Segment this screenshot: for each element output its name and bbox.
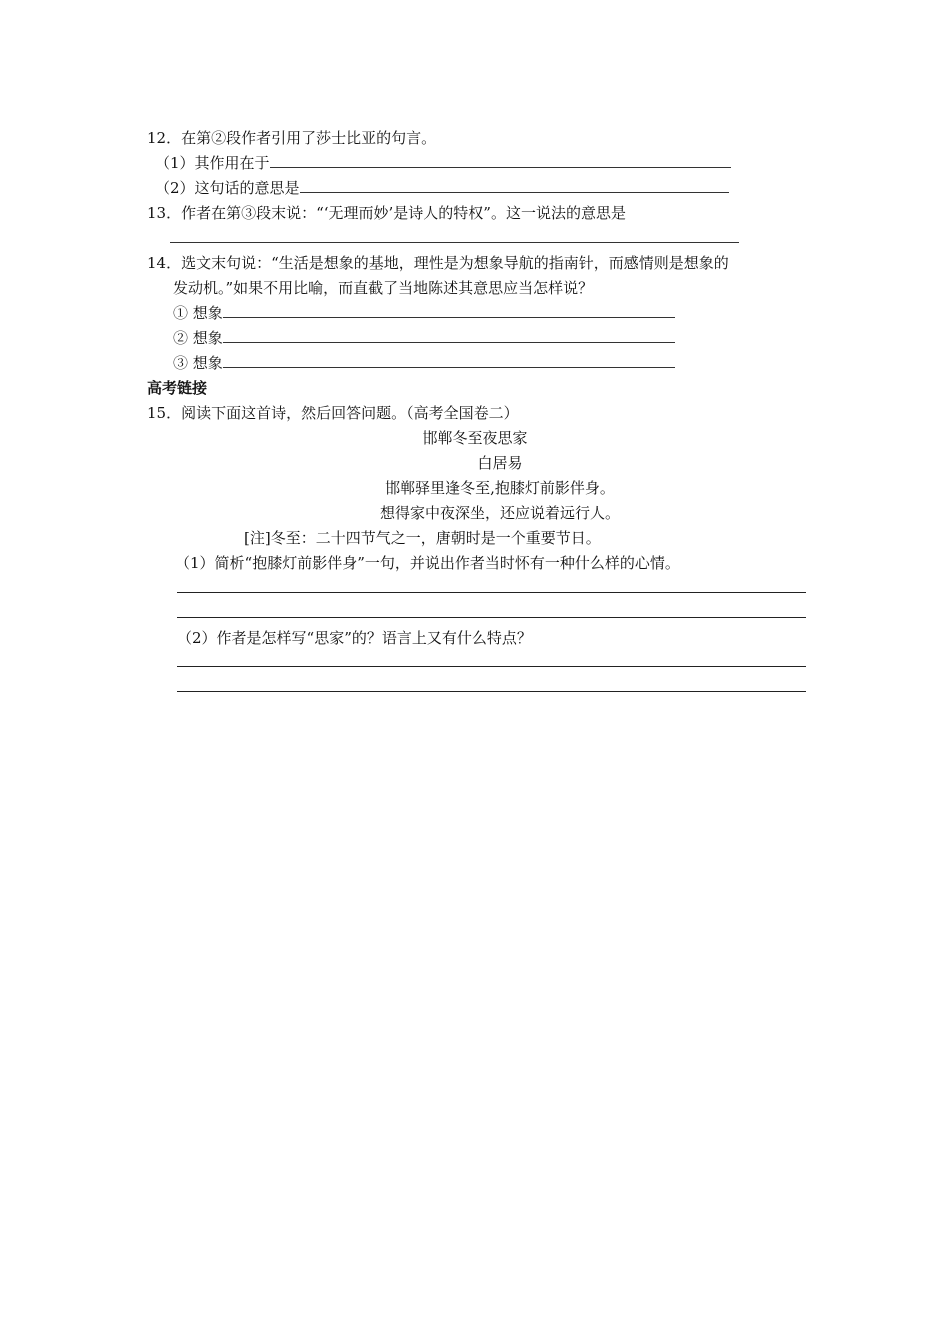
section-heading — [147, 378, 207, 398]
question-14-item-2-label: ② 想象 — [173, 329, 223, 347]
answer-blank[interactable] — [223, 353, 675, 368]
question-14-text-2: 发动机。”如果不用比喻，而直截了当地陈述其意思应当怎样说？ — [173, 279, 594, 297]
question-15-sub1-text: （1）简析“抱膝灯前影伴身”一句，并说出作者当时怀有一种什么样的心情。 — [175, 554, 680, 572]
question-15-stem — [147, 403, 519, 423]
question-12-sub2 — [155, 178, 729, 198]
answer-blank[interactable] — [270, 153, 731, 168]
question-15-sub1 — [175, 553, 680, 573]
question-15-text: 15．阅读下面这首诗，然后回答问题。（高考全国卷二） — [147, 404, 519, 422]
answer-blank[interactable] — [223, 328, 675, 343]
question-14-item-1-label: ① 想象 — [173, 304, 223, 322]
question-15-sub2-text: （2）作者是怎样写“思家”的？语言上又有什么特点？ — [177, 629, 532, 647]
answer-blank[interactable] — [170, 228, 739, 243]
section-heading-text: 高考链接 — [147, 379, 208, 397]
question-15-sub2 — [177, 628, 532, 648]
answer-line[interactable] — [177, 666, 806, 667]
question-12-text: 12．在第②段作者引用了莎士比亚的句言。 — [147, 129, 437, 147]
question-14-item-3 — [173, 353, 675, 373]
question-13-answer-line — [170, 228, 739, 248]
answer-line[interactable] — [177, 691, 806, 692]
question-14-item-1 — [173, 303, 675, 323]
answer-line[interactable] — [177, 592, 806, 593]
poem-line-1: 邯郸驿里逢冬至,抱膝灯前影伴身。 — [385, 479, 615, 497]
answer-blank[interactable] — [223, 303, 675, 318]
question-13-stem — [147, 203, 626, 223]
question-14-stem-line1 — [147, 253, 729, 273]
question-12-sub1-label: （1）其作用在于 — [155, 154, 270, 172]
question-12-stem — [147, 128, 436, 148]
poem-note-text: [注]冬至：二十四节气之一，唐朝时是一个重要节日。 — [244, 529, 601, 547]
poem-note — [244, 528, 601, 548]
poem-title: 邯郸冬至夜思家 — [422, 429, 528, 447]
question-14-item-3-label: ③ 想象 — [173, 354, 223, 372]
poem-author: 白居易 — [477, 454, 523, 472]
question-12-sub2-label: （2）这句话的意思是 — [155, 179, 300, 197]
poem-line-2: 想得家中夜深坐，还应说着远行人。 — [379, 504, 620, 522]
question-12-sub1 — [155, 153, 731, 173]
question-13-text: 13．作者在第③段末说：“‘无理而妙’是诗人的特权”。这一说法的意思是 — [147, 204, 626, 222]
answer-line[interactable] — [177, 617, 806, 618]
answer-blank[interactable] — [300, 178, 729, 193]
question-14-stem-line2 — [173, 278, 593, 298]
question-14-item-2 — [173, 328, 675, 348]
question-14-text-1: 14．选文末句说：“生活是想象的基地，理性是为想象导航的指南针，而感情则是想象的 — [147, 254, 729, 272]
